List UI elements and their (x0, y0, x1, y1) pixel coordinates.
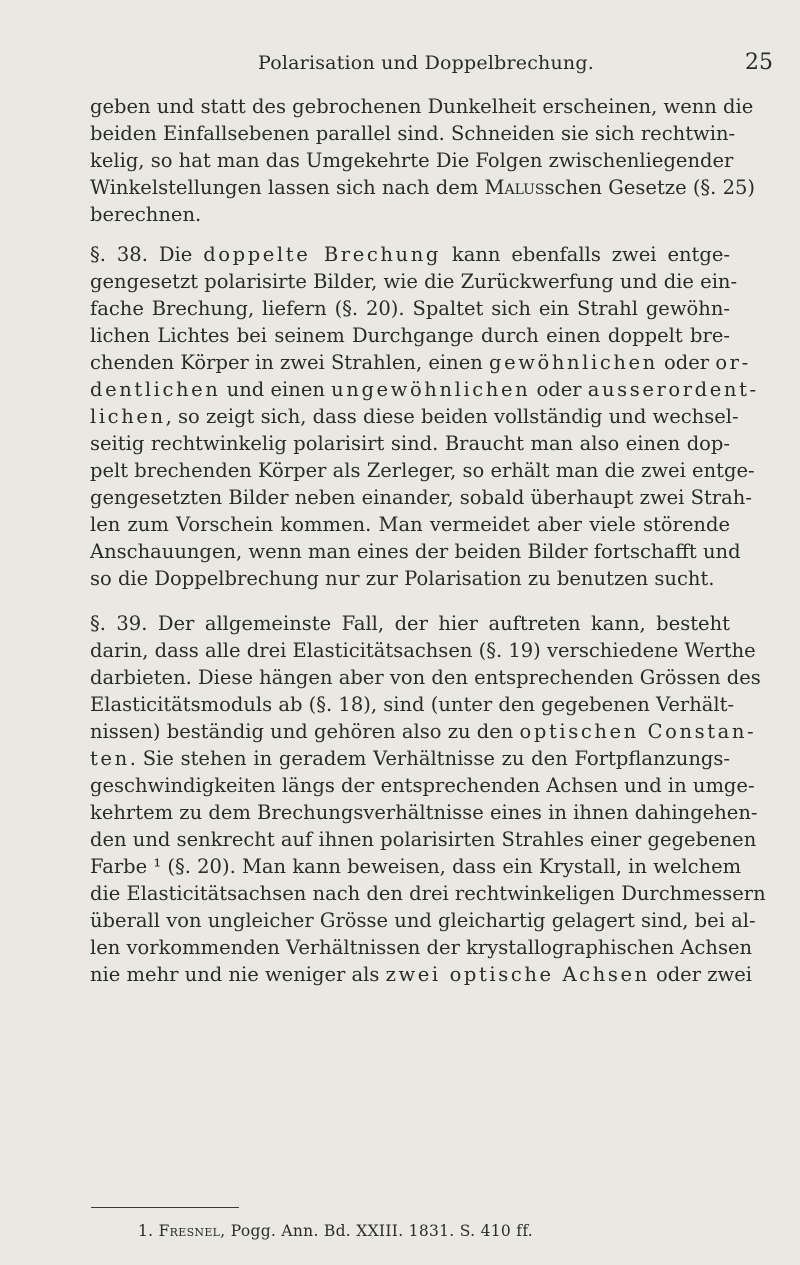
text-line: lichen Lichtes bei seinem Durchgange durch einen doppelt bre- (90, 324, 730, 347)
page-header (0, 52, 800, 82)
page-number: 25 (745, 50, 773, 75)
text-line: §. 39. Der allgemeinste Fall, der hier auftreten kann, besteht (90, 612, 730, 635)
text-line: gengesetzt polarisirte Bilder, wie die Zurückwerfung und die ein- (90, 270, 738, 293)
text-line: geben und statt des gebrochenen Dunkelheit erscheinen, wenn die (90, 95, 754, 118)
text-line: so die Doppelbrechung nur zur Polarisation zu benutzen sucht. (90, 567, 715, 590)
text-line: §. 38. Die doppelte Brechung kann ebenfalls zwei entge- (90, 243, 731, 266)
text-line: lichen, so zeigt sich, dass diese beiden vollständig und wechsel- (90, 405, 739, 428)
text-line: überall von ungleicher Grösse und gleichartig gelagert sind, bei al- (90, 909, 756, 932)
text-line: darin, dass alle drei Elasticitätsachsen (§. 19) verschiedene Werthe (90, 639, 756, 662)
text-line: gengesetzten Bilder neben einander, sobald überhaupt zwei Strah- (90, 486, 752, 509)
text-line: chenden Körper in zwei Strahlen, einen gewöhnlichen oder or- (90, 351, 751, 374)
text-line: nissen) beständig und gehören also zu den optischen Constan- (90, 720, 757, 743)
text-line: Elasticitätsmoduls ab (§. 18), sind (unter den gegebenen Verhält- (90, 693, 735, 716)
text-line: Farbe ¹ (§. 20). Man kann beweisen, dass ein Krystall, in welchem (90, 855, 742, 878)
footnote-divider (91, 1207, 239, 1208)
text-line: len vorkommenden Verhältnissen der krystallographischen Achsen (90, 936, 753, 959)
text-line: seitig rechtwinkelig polarisirt sind. Braucht man also einen dop- (90, 432, 730, 455)
text-line: die Elasticitätsachsen nach den drei rechtwinkeligen Durchmessern (90, 882, 766, 905)
text-line: pelt brechenden Körper als Zerleger, so erhält man die zwei entge- (90, 459, 755, 482)
text-line: Winkelstellungen lassen sich nach dem Malusschen Gesetze (§. 25) (90, 176, 755, 199)
text-line: darbieten. Diese hängen aber von den entsprechenden Grössen des (90, 666, 761, 689)
text-line: berechnen. (90, 203, 202, 226)
text-line: kelig, so hat man das Umgekehrte Die Folgen zwischenliegender (90, 149, 734, 172)
text-line: len zum Vorschein kommen. Man vermeidet aber viele störende (90, 513, 730, 536)
footnote: 1. Fresnel, Pogg. Ann. Bd. XXIII. 1831. S. 410 ff. (138, 1222, 534, 1240)
text-line: fache Brechung, liefern (§. 20). Spaltet sich ein Strahl gewöhn- (90, 297, 730, 320)
text-line: ten. Sie stehen in geradem Verhältnisse zu den Fortpflanzungs- (90, 747, 730, 770)
text-line: geschwindigkeiten längs der entsprechenden Achsen und in umge- (90, 774, 755, 797)
text-line: dentlichen und einen ungewöhnlichen oder ausserordent- (90, 378, 759, 401)
text-line: beiden Einfallsebenen parallel sind. Schneiden sie sich rechtwin- (90, 122, 736, 145)
running-title: Polarisation und Doppelbrechung. (258, 52, 594, 74)
text-line: kehrtem zu dem Brechungsverhältnisse eines in ihnen dahingehen- (90, 801, 758, 824)
text-line: Anschauungen, wenn man eines der beiden Bilder fortschafft und (90, 540, 741, 563)
text-line: den und senkrecht auf ihnen polarisirten Strahles einer gegebenen (90, 828, 757, 851)
text-line: nie mehr und nie weniger als zwei optische Achsen oder zwei (90, 963, 752, 986)
